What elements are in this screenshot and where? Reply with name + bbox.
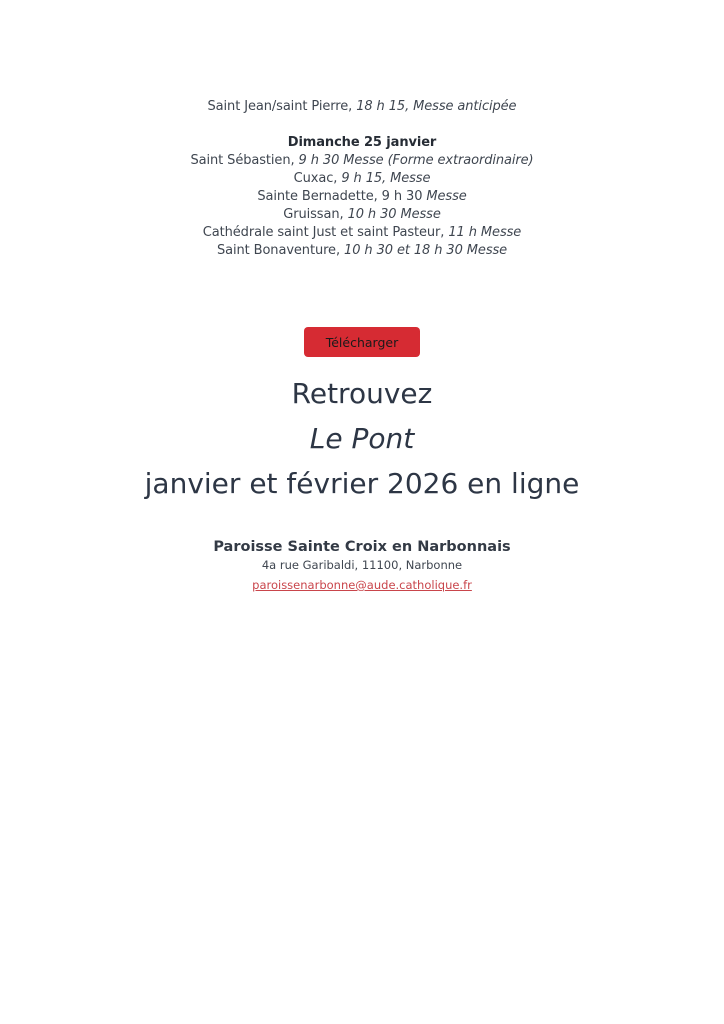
promo-title-line2: Le Pont — [309, 422, 415, 455]
mass-line: Saint Sébastien, 9 h 30 Messe (Forme extraordinaire) — [190, 153, 534, 168]
saturday-mass-line: Saint Jean/saint Pierre, 18 h 15, Messe anticipée — [207, 99, 517, 114]
mass-line: Gruissan, 10 h 30 Messe — [283, 207, 441, 222]
parish-email-link[interactable]: paroissenarbonne@aude.catholique.fr — [252, 578, 472, 592]
promo-title-line1: Retrouvez — [291, 377, 433, 410]
mass-line: Saint Bonaventure, 10 h 30 et 18 h 30 Messe — [216, 243, 508, 258]
parish-address: 4a rue Garibaldi, 11100, Narbonne — [261, 558, 463, 572]
promo-title-line3: janvier et février 2026 en ligne — [144, 467, 580, 500]
schedule-section — [0, 98, 724, 116]
parish-name: Paroisse Sainte Croix en Narbonnais — [213, 539, 511, 555]
mass-line: Sainte Bernadette, 9 h 30 Messe — [257, 189, 467, 204]
parish-footer — [0, 539, 724, 594]
sunday-schedule — [0, 134, 724, 260]
mass-line: Cuxac, 9 h 15, Messe — [293, 171, 431, 186]
day-heading: Dimanche 25 janvier — [287, 135, 437, 150]
mass-line: Cathédrale saint Just et saint Pasteur, 11 h Messe — [202, 225, 522, 240]
download-button[interactable]: Télécharger — [304, 327, 420, 357]
